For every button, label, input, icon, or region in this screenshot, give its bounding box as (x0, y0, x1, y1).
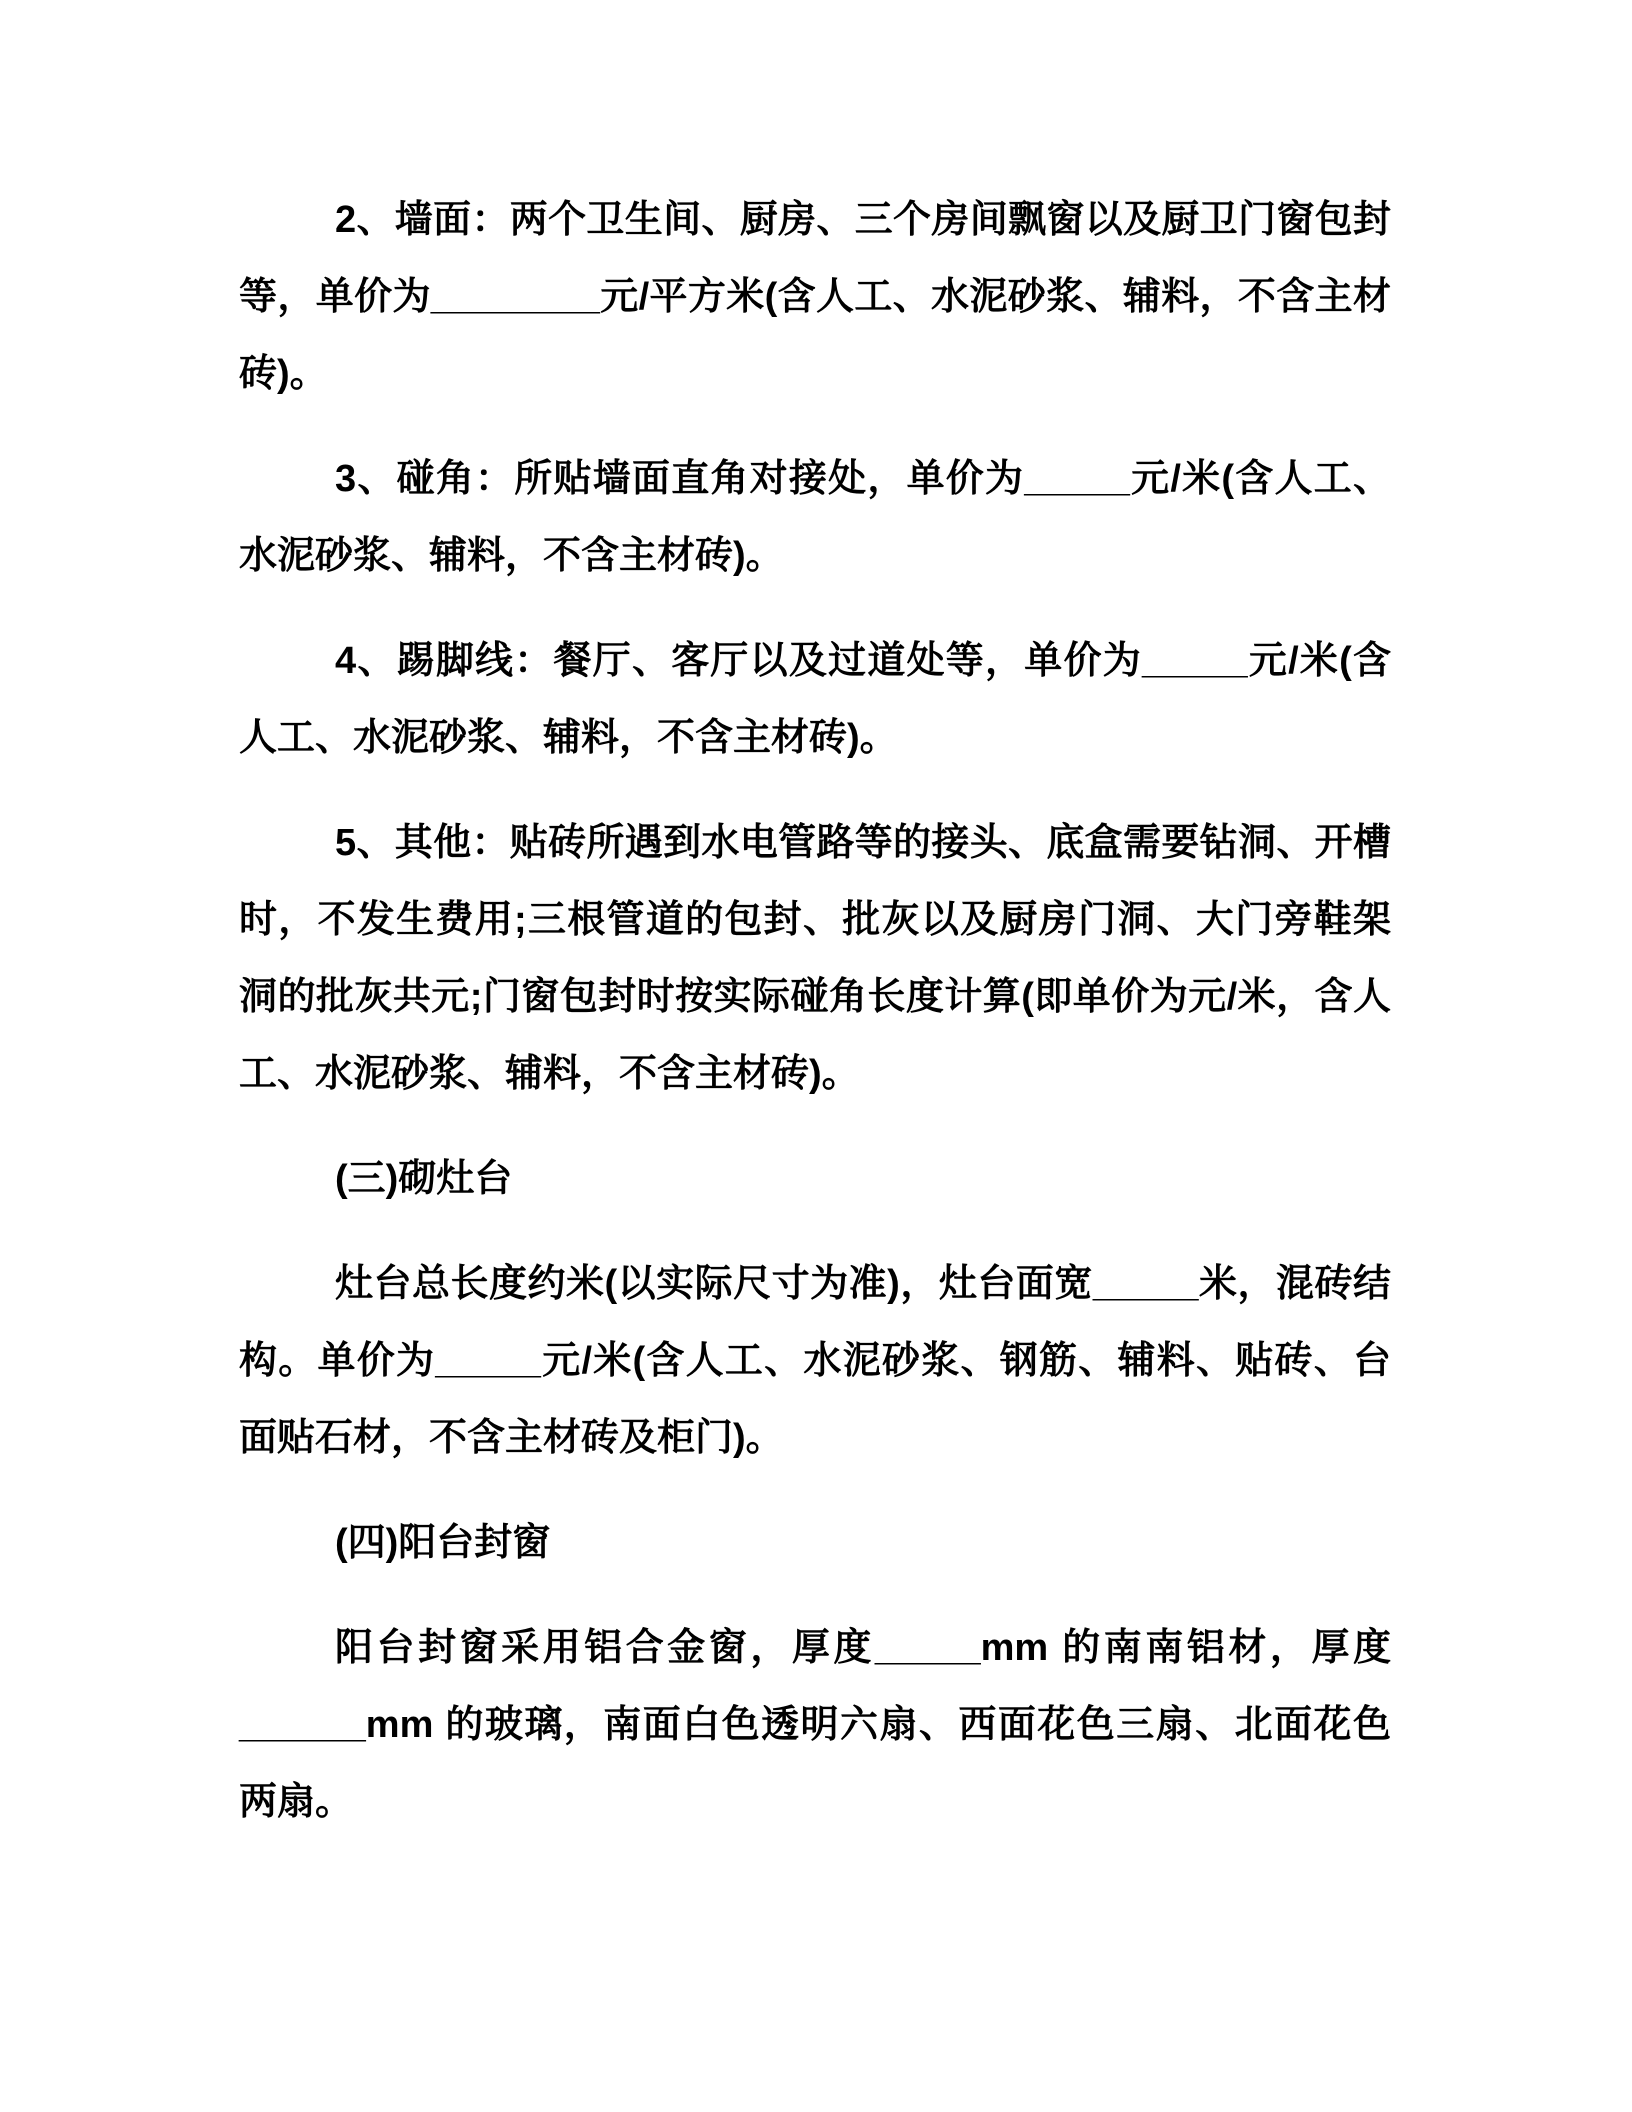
contract-clause: 4、踢脚线：餐厅、客厅以及过道处等，单价为_____元/米(含人工、水泥砂浆、辅料，不含主材砖)。 (239, 640, 1391, 759)
section-heading: (四)阳台封窗 (335, 1522, 551, 1564)
contract-clause: 5、其他：贴砖所遇到水电管路等的接头、底盒需要钻洞、开槽时，不发生费用;三根管道的包封、批灰以及厨房门洞、大门旁鞋架洞的批灰共元;门窗包封时按实际碰角长度计算(即单价为元/米，含人工、水泥砂浆、辅料，不含主材砖)。 (239, 822, 1391, 1095)
contract-clause: 2、墙面：两个卫生间、厨房、三个房间飘窗以及厨卫门窗包封等，单价为________元/平方米(含人工、水泥砂浆、辅料，不含主材砖)。 (239, 199, 1391, 395)
section-heading: (三)砌灶台 (335, 1158, 513, 1200)
contract-clause: 阳台封窗采用铝合金窗，厚度_____mm 的南南铝材，厚度______mm 的玻璃，南面白色透明六扇、西面花色三扇、北面花色两扇。 (239, 1627, 1391, 1823)
document-content (239, 182, 1391, 1869)
contract-clause: 灶台总长度约米(以实际尺寸为准)，灶台面宽_____米，混砖结构。单价为_____元/米(含人工、水泥砂浆、钢筋、辅料、贴砖、台面贴石材，不含主材砖及柜门)。 (239, 1263, 1391, 1459)
contract-clause: 3、碰角：所贴墙面直角对接处，单价为_____元/米(含人工、水泥砂浆、辅料，不含主材砖)。 (239, 458, 1391, 577)
